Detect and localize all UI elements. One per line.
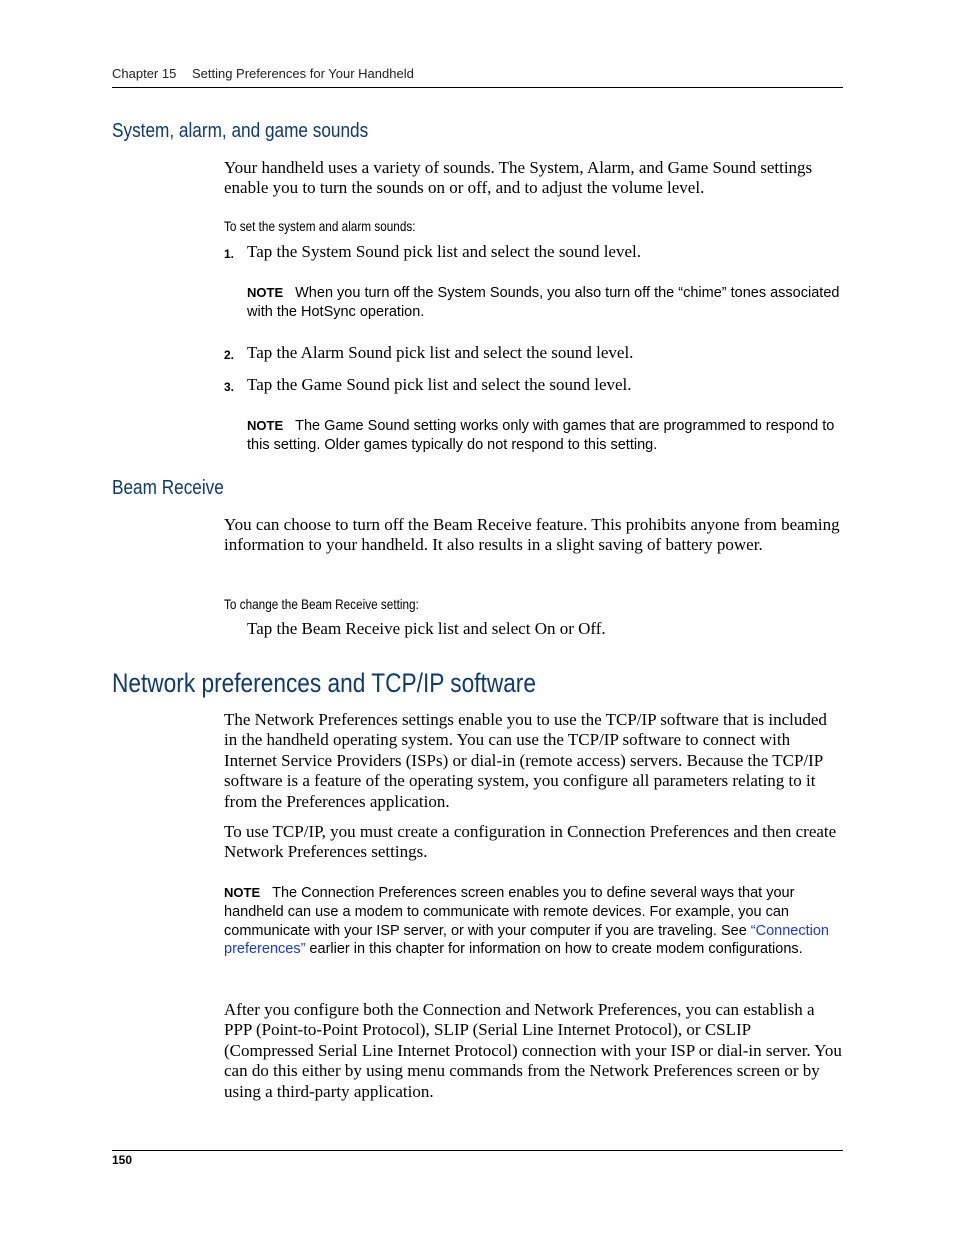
note-game-sound — [247, 417, 847, 455]
beam-intro: You can choose to turn off the Beam Receive feature. This prohibits anyone from beaming information to your handheld. It also results in a slight saving of battery power. — [224, 515, 840, 555]
network-paragraph-1: The Network Preferences settings enable you to use the TCP/IP software that is included in the handheld operating system. You can use the TCP/IP software to connect with Internet Service Providers (ISPs) or dial-in (remote access) servers. Because the TCP/IP software is a feature of the operating system, you configure all parameters relating to it from the Preferences application. — [224, 710, 827, 811]
section-heading-beam: Beam Receive — [112, 477, 224, 499]
note-text: When you turn off the System Sounds, you also turn off the “chime” tones associated with the HotSync operation. — [247, 285, 840, 320]
note-text: The Game Sound setting works only with games that are programmed to respond to this setting. Older games typically do not respond to this setting. — [247, 418, 835, 453]
step-text: Tap the Beam Receive pick list and select On or Off. — [247, 619, 606, 638]
connection-preferences-link[interactable]: “Connection preferences” — [224, 922, 829, 958]
sounds-procedure-heading: To set the system and alarm sounds: — [224, 218, 416, 234]
network-paragraph-3: After you configure both the Connection and Network Preferences, you can establish a PPP (Point-to-Point Protocol), SLIP (Serial Line Internet Protocol), or CSLIP (Compressed Serial Line Internet Protocol) connection with your ISP or dial-in server. You can do this either by using menu commands from the Network Preferences screen or by using a third-party application. — [224, 1000, 842, 1101]
note-system-sounds — [247, 284, 847, 322]
header-rule — [112, 87, 843, 88]
running-header — [112, 66, 414, 81]
note-label: NOTE — [247, 418, 284, 433]
step-number: 3. — [224, 380, 235, 394]
chapter-title: Setting Preferences for Your Handheld — [191, 66, 414, 81]
step-number: 1. — [224, 247, 235, 261]
note-label: NOTE — [247, 285, 284, 300]
section-heading-network: Network preferences and TCP/IP software — [112, 668, 536, 698]
step-text: Tap the System Sound pick list and select the sound level. — [247, 242, 641, 261]
footer-rule — [112, 1150, 843, 1151]
section-heading-sounds: System, alarm, and game sounds — [112, 120, 369, 142]
network-paragraph-2: To use TCP/IP, you must create a configuration in Connection Preferences and then create Network Preferences settings. — [224, 822, 837, 862]
step-number: 2. — [224, 348, 235, 362]
sounds-intro: Your handheld uses a variety of sounds. The System, Alarm, and Game Sound settings enable you to turn the sounds on or off, and to adjust the volume level. — [224, 158, 813, 198]
page-number: 150 — [112, 1153, 133, 1167]
note-connection-preferences — [224, 884, 844, 959]
beam-procedure-heading: To change the Beam Receive setting: — [224, 596, 419, 612]
step-text: Tap the Game Sound pick list and select the sound level. — [247, 375, 632, 394]
note-text: The Connection Preferences screen enables you to define several ways that your handheld can use a modem to communicate with remote devices. For example, you can communicate with your ISP server, or with your computer if you are traveling. See — [224, 885, 795, 939]
step-text: Tap the Alarm Sound pick list and select the sound level. — [247, 343, 634, 362]
chapter-number: Chapter 15 — [112, 66, 177, 81]
note-text-after: earlier in this chapter for information on how to create modem configurations. — [305, 941, 803, 958]
note-label: NOTE — [224, 885, 261, 900]
